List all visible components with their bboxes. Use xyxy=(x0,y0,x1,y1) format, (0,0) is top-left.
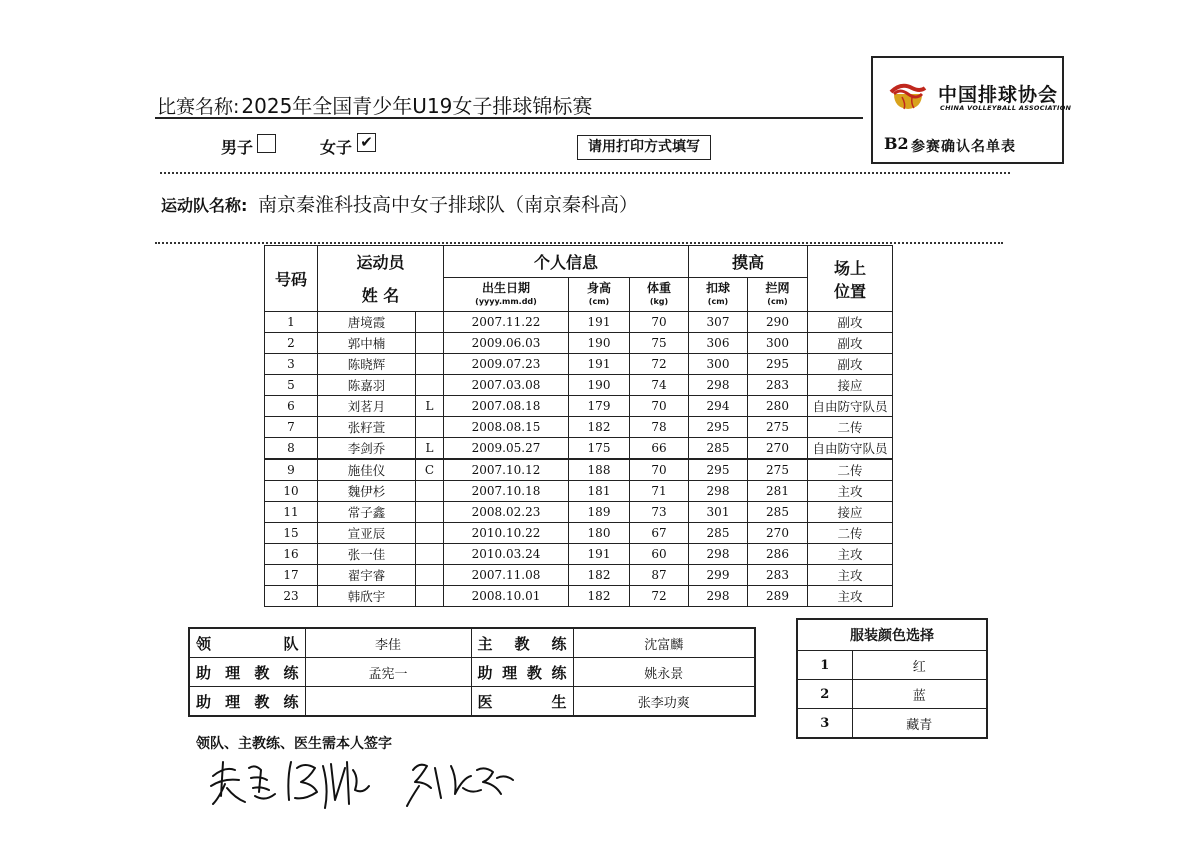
table-row xyxy=(265,459,893,481)
player-weight: 87 xyxy=(630,565,689,586)
player-position: 二传 xyxy=(808,417,893,438)
player-name: 韩欣宇 xyxy=(318,586,416,607)
roster-table xyxy=(264,245,893,607)
uniform-number: 3 xyxy=(797,709,852,739)
player-weight: 72 xyxy=(630,354,689,375)
header-weight-label: 体重 xyxy=(646,280,671,295)
table-row xyxy=(265,565,893,586)
team-label: 运动队名称: xyxy=(161,196,248,215)
player-block-reach: 283 xyxy=(748,565,808,586)
staff-name: 沈富麟 xyxy=(573,628,755,658)
player-birth-date: 2009.05.27 xyxy=(444,438,569,460)
header-birth-format: (yyyy.mm.dd) xyxy=(475,296,537,306)
table-row xyxy=(265,502,893,523)
association-name-en: CHINA VOLLEYBALL ASSOCIATION xyxy=(940,104,1072,112)
player-role-tag: L xyxy=(416,438,444,460)
player-spike-reach: 301 xyxy=(689,502,748,523)
header-spike-label: 扣球 xyxy=(705,280,730,295)
player-name: 施佳仪 xyxy=(318,459,416,481)
uniform-color: 红 xyxy=(852,651,987,680)
player-spike-reach: 307 xyxy=(689,312,748,333)
player-weight: 71 xyxy=(630,481,689,502)
staff-role: 助理教练 xyxy=(471,658,573,687)
player-position: 接应 xyxy=(808,502,893,523)
player-height: 188 xyxy=(569,459,630,481)
player-weight: 74 xyxy=(630,375,689,396)
form-title: 参赛确认名单表 xyxy=(911,139,1016,155)
player-name: 魏伊杉 xyxy=(318,481,416,502)
player-name: 翟宇睿 xyxy=(318,565,416,586)
player-number: 15 xyxy=(265,523,318,544)
player-name: 陈嘉羽 xyxy=(318,375,416,396)
player-height: 190 xyxy=(569,375,630,396)
player-weight: 72 xyxy=(630,586,689,607)
dotted-divider xyxy=(160,172,1010,174)
header-height-unit: (cm) xyxy=(588,296,610,306)
player-position: 二传 xyxy=(808,459,893,481)
player-number: 7 xyxy=(265,417,318,438)
player-block-reach: 283 xyxy=(748,375,808,396)
player-height: 191 xyxy=(569,354,630,375)
player-role-tag xyxy=(416,333,444,354)
player-block-reach: 285 xyxy=(748,502,808,523)
staff-row xyxy=(189,658,755,687)
male-checkbox[interactable] xyxy=(257,134,276,153)
player-birth-date: 2008.02.23 xyxy=(444,502,569,523)
staff-name: 李佳 xyxy=(305,628,471,658)
staff-name: 张李功爽 xyxy=(573,687,755,717)
female-label: 女子 xyxy=(320,138,353,157)
header-weight-unit: (kg) xyxy=(649,296,669,306)
player-role-tag: L xyxy=(416,396,444,417)
table-row xyxy=(265,438,893,460)
player-number: 17 xyxy=(265,565,318,586)
player-number: 1 xyxy=(265,312,318,333)
player-birth-date: 2009.06.03 xyxy=(444,333,569,354)
uniform-number: 1 xyxy=(797,651,852,680)
table-row xyxy=(265,312,893,333)
signature-note: 领队、主教练、医生需本人签字 xyxy=(196,736,392,752)
player-position: 主攻 xyxy=(808,544,893,565)
player-height: 190 xyxy=(569,333,630,354)
player-weight: 70 xyxy=(630,459,689,481)
player-number: 23 xyxy=(265,586,318,607)
table-row xyxy=(265,544,893,565)
player-spike-reach: 298 xyxy=(689,481,748,502)
player-birth-date: 2007.08.18 xyxy=(444,396,569,417)
header-birth xyxy=(444,278,569,312)
player-block-reach: 281 xyxy=(748,481,808,502)
player-height: 181 xyxy=(569,481,630,502)
player-position: 主攻 xyxy=(808,481,893,502)
player-role-tag: C xyxy=(416,459,444,481)
header-spike-unit: (cm) xyxy=(707,296,729,306)
player-birth-date: 2008.10.01 xyxy=(444,586,569,607)
player-height: 191 xyxy=(569,312,630,333)
form-code: B2 xyxy=(884,134,909,153)
player-role-tag xyxy=(416,523,444,544)
player-spike-reach: 295 xyxy=(689,459,748,481)
header-athlete: 运动员 xyxy=(318,246,444,278)
player-weight: 75 xyxy=(630,333,689,354)
player-position: 副攻 xyxy=(808,312,893,333)
association-name-cn: 中国排球协会 xyxy=(938,84,1059,106)
header-block-label: 拦网 xyxy=(765,280,790,295)
staff-table xyxy=(188,627,756,717)
player-number: 3 xyxy=(265,354,318,375)
player-number: 16 xyxy=(265,544,318,565)
player-spike-reach: 298 xyxy=(689,586,748,607)
competition-label: 比赛名称: xyxy=(157,96,240,118)
staff-name: 孟宪一 xyxy=(305,658,471,687)
header-height xyxy=(569,278,630,312)
player-height: 182 xyxy=(569,586,630,607)
player-weight: 78 xyxy=(630,417,689,438)
staff-role: 医生 xyxy=(471,687,573,717)
player-number: 9 xyxy=(265,459,318,481)
player-role-tag xyxy=(416,312,444,333)
player-weight: 60 xyxy=(630,544,689,565)
table-row xyxy=(265,396,893,417)
table-row xyxy=(265,354,893,375)
uniform-title: 服装颜色选择 xyxy=(797,619,987,651)
player-role-tag xyxy=(416,544,444,565)
table-row xyxy=(265,586,893,607)
player-birth-date: 2007.10.18 xyxy=(444,481,569,502)
player-height: 175 xyxy=(569,438,630,460)
player-spike-reach: 298 xyxy=(689,375,748,396)
player-position: 自由防守队员 xyxy=(808,396,893,417)
player-name: 宣亚辰 xyxy=(318,523,416,544)
staff-row xyxy=(189,628,755,658)
dotted-divider xyxy=(155,242,1003,244)
player-position: 副攻 xyxy=(808,354,893,375)
player-spike-reach: 298 xyxy=(689,544,748,565)
volleyball-logo-icon xyxy=(888,78,928,112)
player-block-reach: 270 xyxy=(748,523,808,544)
player-birth-date: 2007.11.08 xyxy=(444,565,569,586)
player-position: 副攻 xyxy=(808,333,893,354)
player-position: 主攻 xyxy=(808,565,893,586)
player-spike-reach: 285 xyxy=(689,438,748,460)
player-spike-reach: 300 xyxy=(689,354,748,375)
competition-name: 2025年全国青少年U19女子排球锦标赛 xyxy=(241,94,593,118)
header-spike xyxy=(689,278,748,312)
table-row xyxy=(265,523,893,544)
player-height: 179 xyxy=(569,396,630,417)
player-number: 5 xyxy=(265,375,318,396)
male-label: 男子 xyxy=(221,138,254,157)
player-height: 191 xyxy=(569,544,630,565)
player-spike-reach: 295 xyxy=(689,417,748,438)
player-number: 11 xyxy=(265,502,318,523)
header-position-line2: 位置 xyxy=(833,281,866,301)
player-height: 182 xyxy=(569,565,630,586)
player-weight: 67 xyxy=(630,523,689,544)
player-name: 常子鑫 xyxy=(318,502,416,523)
table-row xyxy=(265,333,893,354)
player-number: 8 xyxy=(265,438,318,460)
player-block-reach: 275 xyxy=(748,417,808,438)
player-role-tag xyxy=(416,354,444,375)
player-name: 陈晓辉 xyxy=(318,354,416,375)
player-spike-reach: 299 xyxy=(689,565,748,586)
staff-role: 主教练 xyxy=(471,628,573,658)
player-birth-date: 2010.03.24 xyxy=(444,544,569,565)
player-position: 主攻 xyxy=(808,586,893,607)
player-name: 张籽萱 xyxy=(318,417,416,438)
player-position: 二传 xyxy=(808,523,893,544)
handwritten-signatures xyxy=(205,748,525,818)
player-block-reach: 286 xyxy=(748,544,808,565)
staff-name: 姚永景 xyxy=(573,658,755,687)
player-name: 张一佳 xyxy=(318,544,416,565)
player-weight: 66 xyxy=(630,438,689,460)
competition-name-row xyxy=(157,90,592,119)
player-position: 接应 xyxy=(808,375,893,396)
header-name: 姓 名 xyxy=(318,278,444,312)
header-position-line1: 场上 xyxy=(833,258,866,278)
player-birth-date: 2007.03.08 xyxy=(444,375,569,396)
header-block xyxy=(748,278,808,312)
staff-role: 领队 xyxy=(189,628,305,658)
uniform-color: 藏青 xyxy=(852,709,987,739)
player-number: 6 xyxy=(265,396,318,417)
player-spike-reach: 306 xyxy=(689,333,748,354)
player-weight: 73 xyxy=(630,502,689,523)
player-number: 2 xyxy=(265,333,318,354)
header-height-label: 身高 xyxy=(586,280,611,295)
header-personal-info: 个人信息 xyxy=(444,246,689,278)
header-weight xyxy=(630,278,689,312)
player-name: 郭中楠 xyxy=(318,333,416,354)
player-number: 10 xyxy=(265,481,318,502)
header-position xyxy=(808,246,893,312)
staff-role: 助理教练 xyxy=(189,658,305,687)
uniform-number: 2 xyxy=(797,680,852,709)
player-birth-date: 2007.10.12 xyxy=(444,459,569,481)
header-reach: 摸高 xyxy=(689,246,808,278)
player-spike-reach: 285 xyxy=(689,523,748,544)
player-block-reach: 295 xyxy=(748,354,808,375)
player-name: 唐境霞 xyxy=(318,312,416,333)
player-weight: 70 xyxy=(630,312,689,333)
player-role-tag xyxy=(416,481,444,502)
player-birth-date: 2008.08.15 xyxy=(444,417,569,438)
player-height: 182 xyxy=(569,417,630,438)
uniform-color: 蓝 xyxy=(852,680,987,709)
table-row xyxy=(265,481,893,502)
print-note-box: 请用打印方式填写 xyxy=(577,135,711,160)
staff-name xyxy=(305,687,471,717)
player-block-reach: 300 xyxy=(748,333,808,354)
player-spike-reach: 294 xyxy=(689,396,748,417)
player-block-reach: 270 xyxy=(748,438,808,460)
header-block-unit: (cm) xyxy=(767,296,788,306)
team-name: 南京秦淮科技高中女子排球队（南京秦科高） xyxy=(258,194,639,216)
player-block-reach: 280 xyxy=(748,396,808,417)
player-weight: 70 xyxy=(630,396,689,417)
competition-underline xyxy=(155,117,863,119)
player-role-tag xyxy=(416,375,444,396)
header-birth-label: 出生日期 xyxy=(481,280,530,295)
player-role-tag xyxy=(416,586,444,607)
header-number: 号码 xyxy=(265,246,318,312)
player-position: 自由防守队员 xyxy=(808,438,893,460)
female-checkbox[interactable]: ✔ xyxy=(357,133,376,152)
table-row xyxy=(265,417,893,438)
staff-row xyxy=(189,687,755,717)
player-role-tag xyxy=(416,417,444,438)
player-height: 180 xyxy=(569,523,630,544)
player-block-reach: 275 xyxy=(748,459,808,481)
player-role-tag xyxy=(416,565,444,586)
player-block-reach: 289 xyxy=(748,586,808,607)
player-block-reach: 290 xyxy=(748,312,808,333)
player-name: 李剑乔 xyxy=(318,438,416,460)
player-height: 189 xyxy=(569,502,630,523)
staff-role: 助理教练 xyxy=(189,687,305,717)
table-row xyxy=(265,375,893,396)
player-birth-date: 2009.07.23 xyxy=(444,354,569,375)
player-birth-date: 2010.10.22 xyxy=(444,523,569,544)
player-name: 刘茗月 xyxy=(318,396,416,417)
player-birth-date: 2007.11.22 xyxy=(444,312,569,333)
player-role-tag xyxy=(416,502,444,523)
uniform-color-table xyxy=(796,618,988,739)
